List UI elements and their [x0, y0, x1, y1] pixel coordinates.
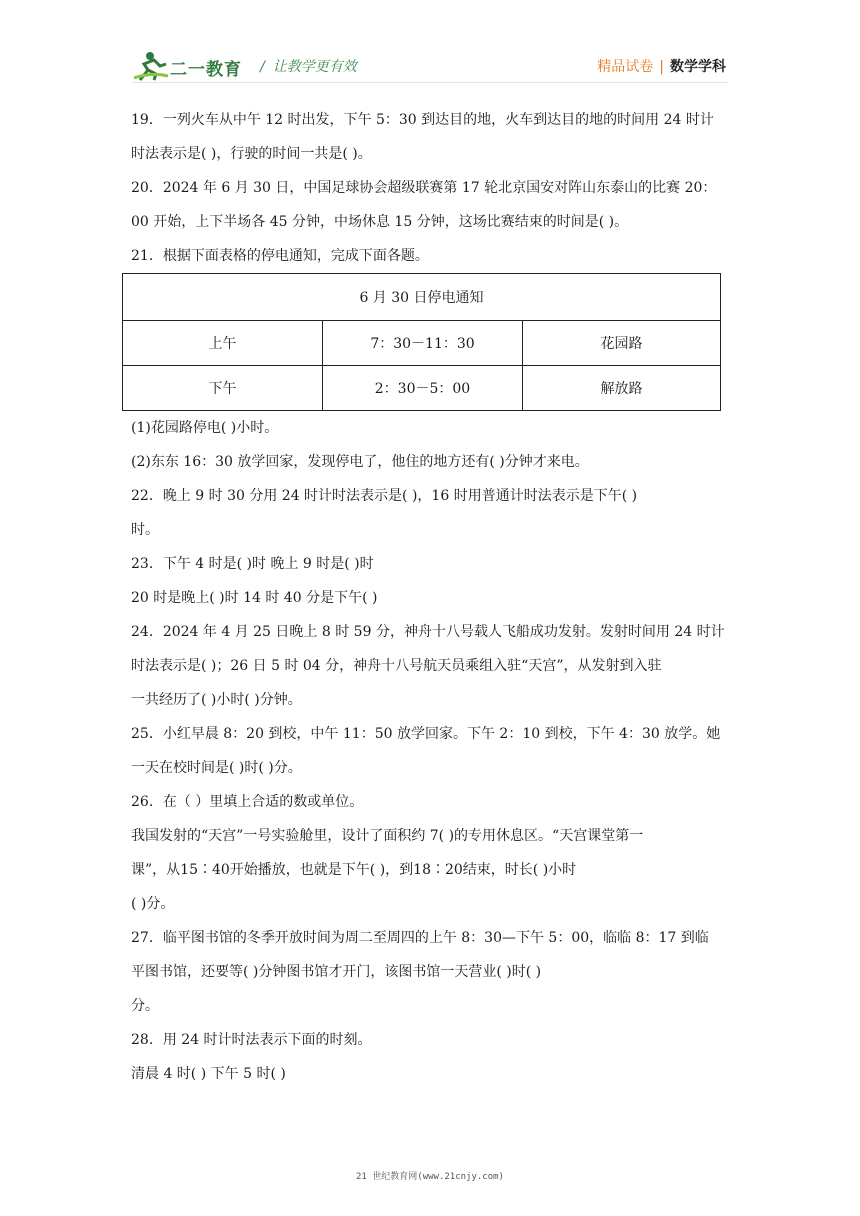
premium-label: 精品试卷	[597, 59, 654, 75]
q21-sub-1: (1)花园路停电( )小时。	[131, 420, 279, 436]
q25-line-2: 一天在校时间是( )时( )分。	[131, 760, 302, 776]
power-outage-table	[122, 273, 721, 411]
slogan-text: 让教学更有效	[272, 59, 357, 75]
table-title-row	[123, 274, 721, 321]
page-footer: 21 世纪教育网(www.21cnjy.com)	[356, 1172, 504, 1182]
q23-line-2: 20 时是晚上( )时 14 时 40 分是下午( )	[131, 590, 378, 606]
table-cell-road: 解放路	[523, 366, 721, 411]
table-cell-time: 7：30－11：30	[323, 321, 523, 366]
logo-text: 二一教育	[170, 60, 242, 80]
table-cell-road: 花园路	[523, 321, 721, 366]
table-row	[123, 366, 721, 411]
q26-line-4: ( )分。	[131, 896, 175, 912]
table-cell-period: 下午	[123, 366, 323, 411]
header-right	[597, 56, 726, 76]
q27-line-1: 27．临平图书馆的冬季开放时间为周二至周四的上午 8：30—下午 5：00，临临 8：17 到临	[131, 930, 709, 946]
q27-line-3: 分。	[131, 998, 159, 1014]
table-title: 6 月 30 日停电通知	[123, 274, 721, 321]
q28-line-1: 28．用 24 时计时法表示下面的时刻。	[131, 1032, 372, 1048]
q22-line-1: 22．晚上 9 时 30 分用 24 时计时法表示是( )，16 时用普通计时法表示是下午( )	[131, 488, 638, 504]
q19-line-2: 时法表示是( )，行驶的时间一共是( )。	[131, 146, 372, 162]
q24-line-2: 时法表示是( )；26 日 5 时 04 分，神舟十八号航天员乘组入驻“天宫”，从发射到入驻	[131, 658, 662, 674]
q26-line-1: 26．在（ ）里填上合适的数或单位。	[131, 794, 364, 810]
q23-line-1: 23．下午 4 时是( )时 晚上 9 时是( )时	[131, 556, 374, 572]
q21-line-1: 21．根据下面表格的停电通知，完成下面各题。	[131, 248, 429, 264]
table-row	[123, 321, 721, 366]
q21-sub-2: (2)东东 16：30 放学回家，发现停电了，他住的地方还有( )分钟才来电。	[131, 454, 589, 470]
q20-line-2: 00 开始，上下半场各 45 分钟，中场休息 15 分钟，这场比赛结束的时间是( )。	[131, 214, 629, 230]
q25-line-1: 25．小红早晨 8：20 到校，中午 11：50 放学回家。下午 2：10 到校，下午 4：30 放学。她	[131, 726, 721, 742]
q24-line-1: 24．2024 年 4 月 25 日晚上 8 时 59 分，神舟十八号载人飞船成功发射。发射时间用 24 时计	[131, 624, 725, 640]
table-cell-period: 上午	[123, 321, 323, 366]
q20-line-1: 20．2024 年 6 月 30 日，中国足球协会超级联赛第 17 轮北京国安对阵山东泰山的比赛 20：	[131, 180, 717, 196]
q27-line-2: 平图书馆，还要等( )分钟图书馆才开门，该图书馆一天营业( )时( )	[131, 964, 542, 980]
q28-line-2: 清晨 4 时( ) 下午 5 时( )	[131, 1066, 286, 1082]
header-divider	[132, 82, 728, 83]
q24-line-3: 一共经历了( )小时( )分钟。	[131, 692, 302, 708]
q26-line-2: 我国发射的“天宫”一号实验舱里，设计了面积约 7( )的专用休息区。“天宫课堂第一	[131, 828, 644, 844]
header-separator: |	[659, 59, 664, 75]
q26-line-3: 课”，从15∶40开始播放，也就是下午( )，到18∶20结束，时长( )小时	[131, 862, 577, 878]
q19-line-1: 19．一列火车从中午 12 时出发，下午 5：30 到达目的地，火车到达目的地的时间用 24 时计	[131, 112, 714, 128]
slogan: / 让教学更有效	[260, 59, 357, 75]
page-header	[0, 0, 860, 100]
q22-line-2: 时。	[131, 522, 159, 538]
subject-label: 数学学科	[670, 59, 726, 75]
table-cell-time: 2：30－5：00	[323, 366, 523, 411]
